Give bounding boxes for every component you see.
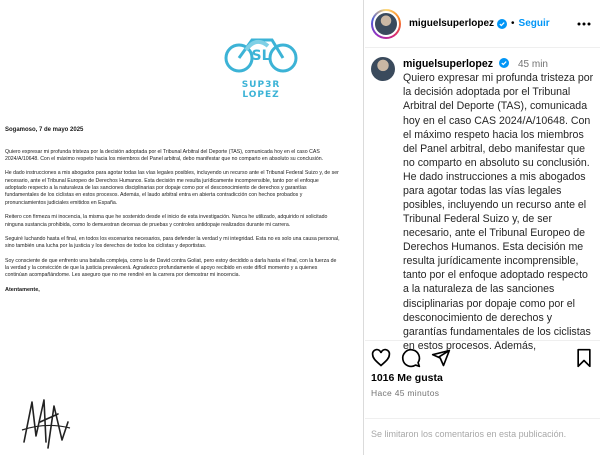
caption-avatar[interactable] — [371, 57, 395, 81]
share-icon[interactable] — [431, 348, 451, 368]
separator-dot: • — [511, 18, 515, 29]
bookmark-icon[interactable] — [574, 348, 594, 368]
verified-badge-icon — [497, 19, 507, 29]
caption-text: Quiero expresar mi profunda tristeza por la decisión adoptada por el Tribunal Arbitral del Deporte (TAS), comunicada hoy en el caso CAS 2024/A/10648. Con el máximo respeto hacia los miembros del Panel arbitral, debo manifestar que no comparto en absoluto su conclusión. He dado instrucciones a mis abogados para agotar todas las vías legales posibles, incluyendo un recurso ante el Tribunal Federal Suizo y, de ser necesario, ante el Tribunal Europeo de Derechos Humanos. Esta decisión me resulta jurídicamente incomprensible, tanto por el enfoque adoptado respecto a la naturaleza de las sanciones disciplinarias por dopaje como por el desconocimiento de derechos y garantías fundamentales de los ciclistas en estos procesos. Además, — [403, 72, 594, 352]
follow-button[interactable]: Seguir — [518, 18, 550, 29]
action-bar — [365, 340, 600, 370]
letter-closing: Atentamente, — [5, 286, 40, 293]
avatar[interactable] — [373, 11, 399, 37]
letter-text — [5, 126, 340, 295]
post-header — [365, 0, 600, 48]
letter-paragraph: He dado instrucciones a mis abogados para agotar todas las vías legales posibles, incluyendo un recurso ante el Tribunal Federal Suizo y, de ser necesario, ante el Tribunal Europeo de Derechos Humanos. Esta decisión me resulta jurídicamente incomprensible, tanto por el enfoque adoptado respecto a la naturaleza de las sanciones disciplinarias por dopaje como por el desconocimiento de derechos y garantías fundamentales de los ciclistas en estos procesos. Además, el laudo arbitral entra en abierta contradicción con hechos probados y pronunciamientos judiciales emitidos en España. — [5, 170, 339, 206]
like-count[interactable]: 1016 Me gusta — [371, 372, 443, 384]
logo-wordmark: SUP3R LOPEZ — [241, 80, 281, 100]
svg-text:SL: SL — [251, 48, 271, 64]
letter-date: Sogamoso, 7 de mayo 2025 — [5, 127, 84, 133]
handwritten-signature — [18, 392, 74, 452]
caption-area — [365, 49, 600, 352]
header-username[interactable]: miguelsuperlopez — [409, 18, 495, 29]
more-options-icon[interactable] — [576, 17, 592, 31]
avatar-story-ring[interactable] — [371, 9, 401, 39]
heart-icon[interactable] — [371, 348, 391, 368]
post-timestamp[interactable]: Hace 45 minutos — [371, 388, 440, 398]
verified-badge-icon — [499, 58, 509, 68]
letter-paragraph: Soy consciente de que enfrento una batalla compleja, como la de David contra Goliat, pero estoy decidido a darla hasta el final, con la fuerza de la verdad y la convicción de que la justicia prevalecerá. Agradezco profundamente el apoyo recibido en este difícil momento y a quienes continúan acompañándome. Les aseguro que no me rendiré en la carrera por demostrar mi inocencia. — [5, 257, 337, 279]
letter-paragraph: Quiero expresar mi profunda tristeza por la decisión adoptada por el Tribunal Arbitral del Deporte (TAS), comunicada hoy en el caso CAS 2024/A/10648. Con el máximo respeto hacia los miembros del Panel arbitral, debo manifestar que no comparto en absoluto su conclusión. — [5, 148, 324, 162]
letter-paragraph: Reitero con firmeza mi inocencia, la misma que he sostenido desde el inicio de esta investigación. Nunca he utilizado, adquirido ni solicitado ninguna sustancia prohibida, como lo demuestran decenas de pruebas y controles antidopaje realizados durante mi carrera. — [5, 214, 328, 228]
caption-time[interactable]: 45 min — [517, 59, 548, 70]
letter-paragraph: Seguiré luchando hasta el final, en todos los escenarios necesarios, para defender la verdad y mi integridad. Esta no es solo una causa personal, sino también una lucha por la justicia y los derechos de todos los ciclistas y deportistas. — [5, 235, 340, 250]
caption-username[interactable]: miguelsuperlopez — [403, 58, 494, 70]
post-panel — [365, 0, 600, 455]
super-lopez-logo — [222, 32, 300, 74]
caption — [403, 57, 594, 352]
comments-disabled-notice: Se limitaron los comentarios en esta publicación. — [365, 418, 600, 455]
comment-icon[interactable] — [401, 348, 421, 368]
